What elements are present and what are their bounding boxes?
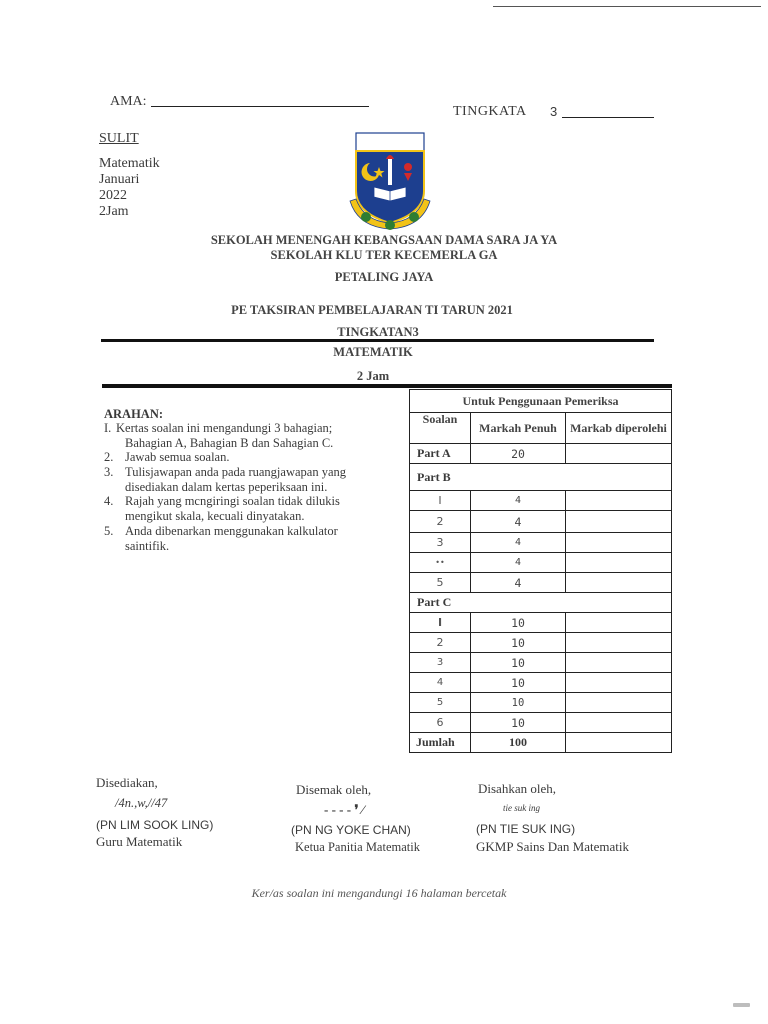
question-number: 3 (410, 653, 471, 673)
total-label: Jumlah (410, 733, 471, 753)
divider-rule (101, 339, 654, 342)
checked-name: (PN NG YOKE CHAN) (291, 823, 411, 837)
instruction-text: Kertas soalan ini mengandungi 3 bahagian; (116, 421, 333, 435)
table-row (410, 444, 672, 464)
table-row (410, 653, 672, 673)
part-b-label: Part B (410, 464, 672, 491)
total-mark: 100 (471, 733, 566, 753)
part-a-mark: 20 (471, 444, 566, 464)
subject-meta: Matematik (99, 156, 160, 171)
col-header-markab: Markab diperolehi (566, 413, 672, 444)
table-row (410, 633, 672, 653)
checked-signature: - - - - ❜ ⁄ (324, 802, 364, 817)
exam-duration: 2 Jam (356, 369, 390, 383)
year-meta: 2022 (99, 188, 127, 203)
instruction-text: Anda dibenarkan menggunakan kalkulator (125, 524, 338, 538)
instruction-item (104, 494, 404, 524)
instruction-text: Bahagian A, Bahagian B dan Sahagian C. (125, 435, 334, 450)
question-number: •• (410, 553, 471, 573)
school-name-line2: SEKOLAH KLU TER KECEMERLA GA (270, 248, 498, 262)
score-cell[interactable] (566, 613, 672, 633)
score-cell[interactable] (566, 693, 672, 713)
table-row (410, 733, 672, 753)
table-row (410, 511, 672, 533)
full-mark: 10 (471, 673, 566, 693)
full-mark: 4 (471, 491, 566, 511)
instruction-number: 3. (104, 465, 114, 479)
score-cell[interactable] (566, 673, 672, 693)
instruction-item (104, 421, 404, 451)
prepared-name: (PN LIM SOOK LING) (96, 818, 214, 832)
table-row (410, 573, 672, 593)
page-count-note: Ker/as soalan ini mengandungi 16 halaman bercetak (251, 886, 507, 900)
approved-label: Disahkan oleh, (478, 781, 556, 796)
full-mark: 10 (471, 713, 566, 733)
instruction-number: 5. (104, 524, 114, 538)
score-cell[interactable] (566, 653, 672, 673)
question-number: 6 (410, 713, 471, 733)
question-number: I (410, 613, 471, 633)
col-header-soalan: Soalan (410, 413, 471, 444)
part-c-label: Part C (410, 593, 672, 613)
full-mark: 4 (471, 511, 566, 533)
score-cell[interactable] (566, 553, 672, 573)
table-row (410, 464, 672, 491)
tingkatan-field-line (562, 117, 654, 118)
table-row (410, 553, 672, 573)
school-name-line3: PETALING JAYA (334, 270, 434, 284)
instruction-text: Rajah yang mcngiringi soalan tidak dilukis (125, 494, 340, 508)
score-cell[interactable] (566, 713, 672, 733)
part-a-label: Part A (410, 444, 471, 464)
full-mark: 10 (471, 633, 566, 653)
sulit-label: SULIT (99, 131, 139, 146)
score-cell[interactable] (566, 491, 672, 511)
name-label: AMA: (110, 94, 147, 109)
prepared-label: Disediakan, (96, 775, 158, 790)
marks-table-title: Untuk Penggunaan Pemeriksa (410, 390, 672, 413)
table-row (410, 533, 672, 553)
approved-role: GKMP Sains Dan Matematik (476, 839, 629, 854)
duration-meta: 2Jam (99, 204, 129, 219)
instruction-text: mengikut skala, kecuali dinyatakan. (125, 508, 305, 523)
col-header-markah-penuh: Markah Penuh (471, 413, 566, 444)
scroll-indicator[interactable] (733, 1003, 750, 1007)
table-row (410, 713, 672, 733)
instruction-number: 2. (104, 450, 114, 464)
top-rule (493, 6, 761, 7)
question-number: 2 (410, 511, 471, 533)
instruction-number: I. (104, 421, 112, 435)
school-name-line1: SEKOLAH MENENGAH KEBANGSAAN DAMA SARA JA YA (210, 233, 558, 247)
question-number: 5 (410, 573, 471, 593)
prepared-signature: /4n.,w,//47 (115, 796, 168, 810)
full-mark: 10 (471, 613, 566, 633)
question-number: 3 (410, 533, 471, 553)
exam-subject: MATEMATIK (333, 345, 413, 359)
instruction-item (104, 465, 404, 495)
full-mark: 10 (471, 693, 566, 713)
table-row (410, 613, 672, 633)
approved-signature: tie suk ing (503, 803, 540, 813)
full-mark: 4 (471, 553, 566, 573)
checked-role: Ketua Panitia Matematik (295, 840, 420, 854)
question-number: 5 (410, 693, 471, 713)
divider-rule (102, 384, 672, 388)
question-number: 4 (410, 673, 471, 693)
instruction-number: 4. (104, 494, 114, 508)
full-mark: 4 (471, 573, 566, 593)
approved-name: (PN TIE SUK ING) (476, 822, 576, 836)
school-crest-logo (348, 131, 432, 231)
instructions-title: ARAHAN: (104, 407, 164, 421)
instruction-text: Tulisjawapan anda pada ruangjawapan yang (125, 465, 346, 479)
instruction-text: disediakan dalam kertas peperiksaan ini. (125, 479, 328, 494)
instruction-item (104, 524, 404, 554)
marks-table (409, 389, 672, 753)
full-mark: 10 (471, 653, 566, 673)
score-cell[interactable] (566, 444, 672, 464)
score-cell[interactable] (566, 511, 672, 533)
instruction-text: Jawab semua soalan. (125, 450, 230, 464)
table-row (410, 693, 672, 713)
question-number: 2 (410, 633, 471, 653)
score-cell[interactable] (566, 533, 672, 553)
exam-title: PE TAKSIRAN PEMBELAJARAN TI TARUN 2021 (231, 303, 513, 317)
table-row (410, 673, 672, 693)
month-meta: Januari (99, 172, 140, 187)
score-cell[interactable] (566, 633, 672, 653)
tingkatan-label: TINGKATA (453, 104, 527, 119)
exam-level: TINGKATAN3 (337, 325, 419, 339)
full-mark: 4 (471, 533, 566, 553)
instruction-text: saintifik. (125, 538, 170, 553)
tingkatan-value: 3 (550, 104, 558, 119)
table-row (410, 593, 672, 613)
prepared-role: Guru Matematik (96, 834, 183, 849)
instruction-item (104, 450, 404, 465)
question-number: I (410, 491, 471, 511)
table-row (410, 491, 672, 511)
name-field-line (151, 106, 369, 107)
score-cell[interactable] (566, 733, 672, 753)
checked-label: Disemak oleh, (296, 782, 372, 797)
score-cell[interactable] (566, 573, 672, 593)
